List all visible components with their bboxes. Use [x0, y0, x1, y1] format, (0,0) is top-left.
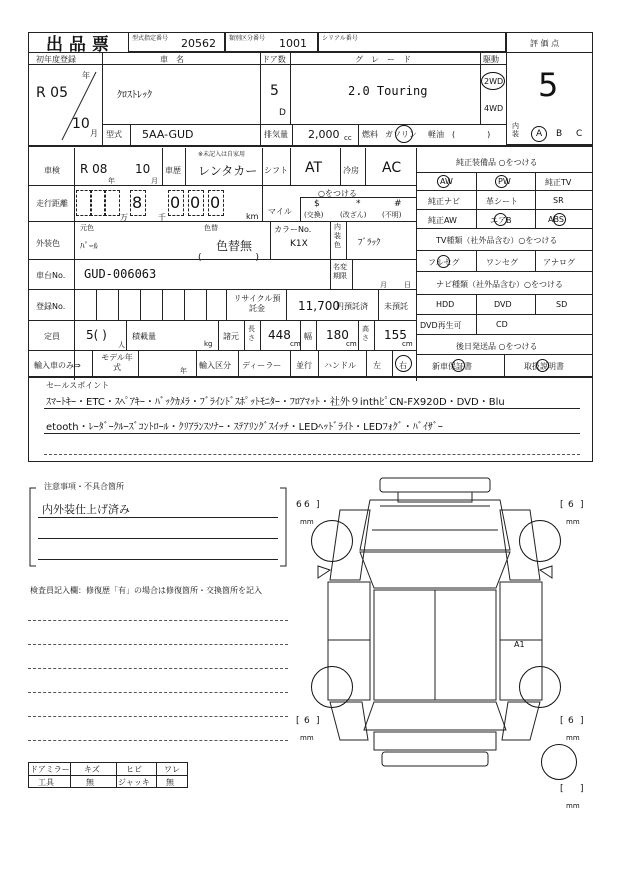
- wheel-rear-right: [519, 666, 561, 708]
- capacity: 5( ): [86, 328, 107, 342]
- door-type: D: [279, 108, 286, 118]
- eq-airbag-circle: [494, 213, 507, 226]
- first-reg-era: R 05: [36, 85, 68, 101]
- mileage-digit-value: 8: [132, 193, 143, 212]
- fuel-gas-circle: [395, 125, 413, 143]
- later-warranty-circle: [452, 359, 465, 372]
- wheel-front-right: [519, 520, 561, 562]
- usage-type: レンタカー: [198, 164, 258, 178]
- score-value: 5: [538, 66, 559, 104]
- width: 180: [326, 328, 349, 342]
- eq-abs-circle: [553, 213, 566, 226]
- mileage-digit-value: 0: [210, 193, 221, 212]
- doors: 5: [270, 83, 279, 99]
- sales-point-line-2: etooth・ﾚｰﾀﾞｰｸﾙｰｽﾞｺﾝﾄﾛｰﾙ・ｸﾘｱﾗﾝｽｿﾅｰ・ｽﾃｱﾘﾝｸﾞｽｲｯﾁ・LEDﾍｯﾄﾞﾗｲﾄ・LEDﾌｫｸﾞ・ﾊﾞｲｻﾞｰ: [46, 422, 443, 433]
- wheel-rear-left: [311, 666, 353, 708]
- reg-box-divider: [118, 289, 119, 320]
- notes-bracket: [28, 484, 288, 570]
- class-no: 1001: [279, 37, 307, 50]
- tire-depth-fl: 6: [304, 500, 310, 510]
- mileage-digit: [104, 190, 120, 216]
- later-manual-circle: [536, 359, 549, 372]
- model-code: 5AA-GUD: [142, 128, 194, 141]
- eq-aw-circle: [437, 175, 450, 188]
- original-color: ﾊﾟｰﾙ: [80, 242, 99, 252]
- reg-box-divider: [96, 289, 97, 320]
- reg-box-divider: [184, 289, 185, 320]
- notes-text: 内外装仕上げ済み: [42, 503, 130, 516]
- recolor: 色替無: [216, 239, 253, 253]
- car-name: ｸﾛｽﾄﾚｯｸ: [117, 90, 152, 101]
- interior-color: ﾌﾞﾗｯｸ: [358, 238, 381, 248]
- tv-fullseg-circle: [437, 255, 450, 268]
- type-no: 20562: [181, 37, 216, 50]
- mileage-digit-value: 0: [170, 193, 181, 212]
- shaken-year: R 08: [80, 162, 108, 176]
- displacement: 2,000: [308, 128, 340, 141]
- first-reg-month: 10: [72, 116, 90, 132]
- length: 448: [268, 328, 291, 342]
- sheet-title: 出 品 票: [46, 35, 109, 55]
- wheel-spare: [541, 744, 577, 780]
- shaken-month: 10: [135, 162, 151, 176]
- wheel-front-left: [311, 520, 353, 562]
- drive-2wd-circle: [481, 72, 505, 90]
- eq-pw-circle: [495, 175, 508, 188]
- reg-box-divider: [162, 289, 163, 320]
- handle-right-circle: [395, 355, 412, 372]
- height: 155: [384, 328, 407, 342]
- interior-a-circle: [531, 126, 547, 142]
- mileage-digit-value: 0: [190, 193, 201, 212]
- tire-depth-rr: 6: [568, 716, 574, 726]
- chassis-no: GUD-006063: [84, 267, 157, 281]
- sales-point-line-1: ｽﾏｰﾄｷｰ・ETC・ｽﾍﾟｱｷｰ・ﾊﾞｯｸｶﾒﾗ・ﾌﾞﾗｲﾝﾄﾞｽﾎﾟｯﾄﾓﾆﾀｰ・ﾌﾛｱﾏｯﾄ・社外９inthﾋﾟCN-FX920D・DVD・Blu: [46, 397, 505, 408]
- color-no: K1X: [290, 239, 308, 249]
- damage-mark-a1: A1: [514, 640, 525, 649]
- reg-box-divider: [206, 289, 207, 320]
- tire-depth-rl: 6: [304, 716, 310, 726]
- recycle-fee: 11,700: [298, 299, 340, 313]
- ac: AC: [382, 160, 402, 176]
- shift: AT: [305, 160, 323, 176]
- tire-depth-fr: 6: [568, 500, 574, 510]
- grade: 2.0 Touring: [348, 84, 428, 98]
- reg-box-divider: [140, 289, 141, 320]
- car-diagram: [300, 470, 570, 770]
